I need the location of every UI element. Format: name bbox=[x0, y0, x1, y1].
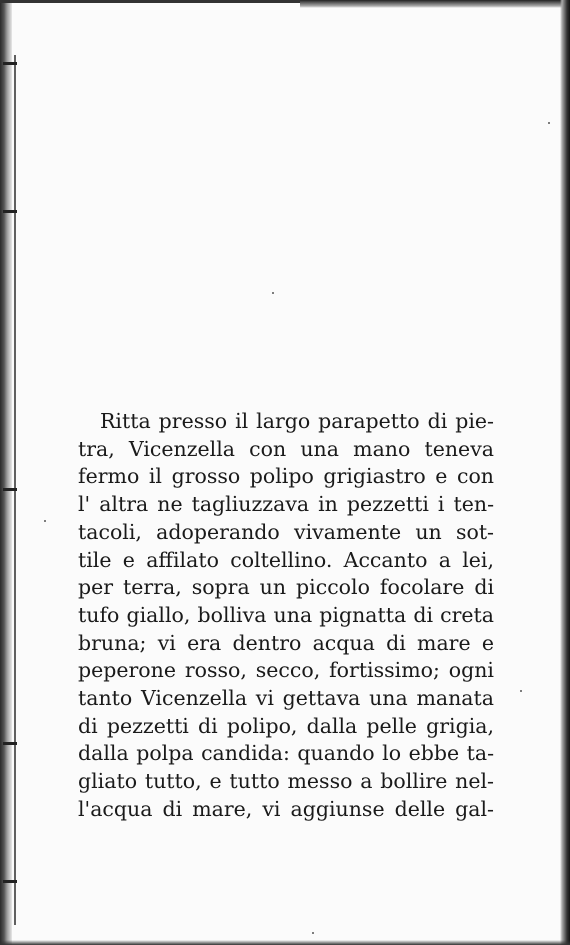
text-line: bruna; vi era dentro acqua di mare e bbox=[78, 630, 494, 655]
page-bottom-edge bbox=[0, 940, 570, 945]
text-line: tanto Vicenzella vi gettava una manata bbox=[78, 686, 494, 711]
paper-speck bbox=[272, 292, 274, 294]
paper-speck bbox=[312, 932, 314, 934]
text-line: per terra, sopra un piccolo focolare di bbox=[78, 575, 494, 600]
paper-speck bbox=[520, 690, 522, 692]
page-binding-shadow bbox=[0, 0, 12, 945]
body-text bbox=[78, 408, 494, 824]
binding-mark bbox=[3, 742, 17, 745]
text-line: Ritta presso il largo parapetto di pie- bbox=[100, 409, 494, 433]
binding-mark bbox=[3, 880, 17, 883]
paper-speck bbox=[44, 520, 46, 522]
binding-mark bbox=[3, 210, 17, 213]
binding-mark bbox=[3, 62, 17, 65]
text-line: fermo il grosso polipo grigiastro e con bbox=[78, 464, 494, 489]
text-line: tile e affilato coltellino. Accanto a lei, bbox=[78, 547, 494, 572]
paper-speck bbox=[548, 122, 550, 124]
text-line: tra, Vicenzella con una mano teneva bbox=[78, 436, 494, 461]
text-line: l' altra ne tagliuzzava in pezzetti i ten- bbox=[78, 492, 494, 517]
text-line: tacoli, adoperando vivamente un sot- bbox=[78, 519, 494, 544]
page-right-edge bbox=[560, 0, 570, 945]
text-line: l'acqua di mare, vi aggiunse delle gal- bbox=[78, 796, 494, 821]
text-line: di pezzetti di polipo, dalla pelle grigia, bbox=[78, 713, 494, 738]
text-line: dalla polpa candida: quando lo ebbe ta- bbox=[78, 741, 494, 766]
text-line: gliato tutto, e tutto messo a bollire nel- bbox=[78, 769, 494, 794]
text-line: peperone rosso, secco, fortissimo; ogni bbox=[78, 658, 494, 683]
page-top-edge-shadow bbox=[300, 0, 570, 8]
binding-mark bbox=[3, 488, 17, 491]
text-line: tufo giallo, bolliva una pignatta di creta bbox=[78, 602, 494, 627]
